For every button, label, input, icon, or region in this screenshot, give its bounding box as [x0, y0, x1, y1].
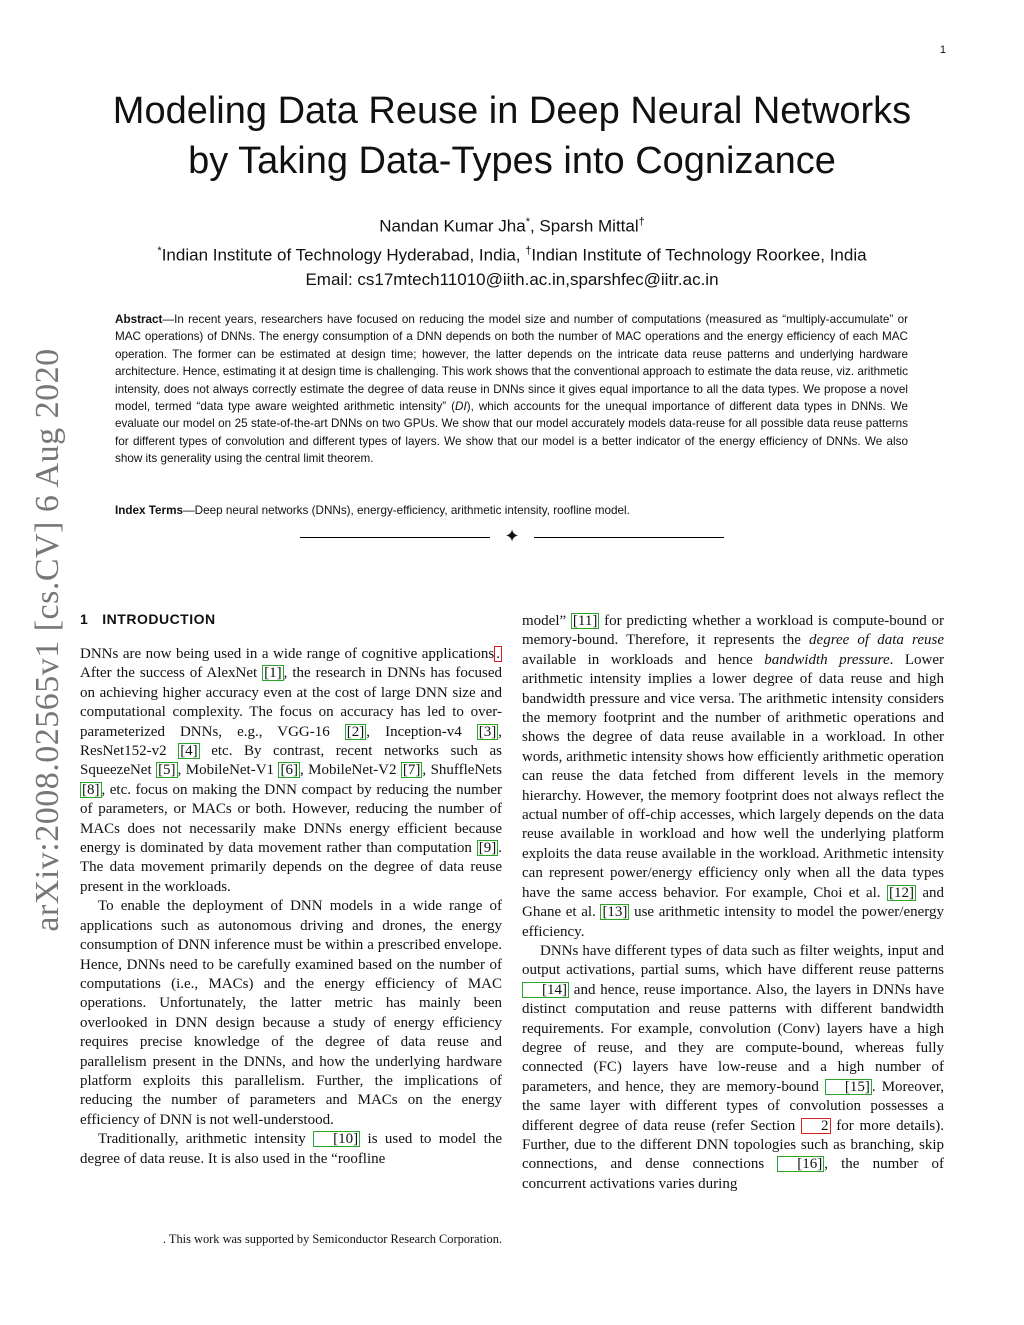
text: . The data movement primarily depends on the degree of data reuse present in the workloads. [80, 840, 502, 895]
text: model” [522, 613, 571, 629]
affiliation-1: Indian Institute of Technology Hyderabad, India, [161, 245, 526, 265]
text: , MobileNet-V2 [299, 762, 401, 779]
author-email: Email: cs17mtech11010@iith.ac.in,sparshfec@iitr.ac.in [305, 270, 719, 290]
citation-link-1[interactable]: [1] [264, 665, 282, 682]
citation-link-6[interactable]: [6] [280, 762, 298, 779]
citation-link-15[interactable]: [15] [825, 1079, 872, 1095]
intro-paragraph-5 [522, 942, 944, 1194]
intro-paragraph-4 [522, 612, 944, 942]
text: DNNs have different types of data such as filter weights, input and output activations, partial sums, which have different reuse patterns [522, 942, 944, 979]
section-number: 1 [80, 611, 89, 627]
text: DNNs are now being used in a wide range of cognitive applications [80, 646, 495, 662]
citation-link-red[interactable]: . [496, 646, 500, 662]
text: and Ghane et al. [522, 884, 944, 921]
author-1-mark: * [525, 216, 530, 228]
affiliation-1-mark: * [157, 244, 162, 257]
text: , ResNet152-v2 [80, 723, 503, 760]
text: , the research in DNNs has focused on achieving higher accuracy even at the cost of large DNN size and computational complexity. The focus on accuracy has led to over-parameterized DNNs, e.g., VGG-16 [80, 665, 502, 740]
abstract-label: Abstract [115, 313, 163, 326]
text: available in workloads and hence [522, 651, 765, 668]
citation-link-2[interactable]: [2] [346, 723, 365, 740]
right-column [522, 612, 944, 1194]
section-divider [300, 527, 724, 547]
text: , Inception-v4 [366, 723, 477, 740]
author-block [80, 210, 944, 292]
index-terms [115, 502, 908, 519]
author-2: , Sparsh Mittal [529, 216, 639, 236]
footnote: . This work was supported by Semiconductor Research Corporation. [162, 1232, 502, 1246]
citation-link-14[interactable]: [14] [522, 982, 569, 998]
author-names [80, 210, 944, 239]
text: After the success of AlexNet [80, 665, 263, 682]
intro-paragraph-3 [80, 1130, 502, 1169]
citation-link-7[interactable]: [7] [402, 762, 421, 779]
intro-paragraph-1 [80, 645, 502, 897]
citation-link-8[interactable]: [8] [82, 781, 100, 798]
text: , MobileNet-V1 [177, 762, 279, 779]
author-affiliations [80, 239, 944, 268]
author-1: Nandan Kumar Jha [379, 216, 526, 236]
text: . Moreover, the same layer with different types of convolution possesses a different degree of data reuse (refer Section [522, 1078, 945, 1134]
page-number: 1 [939, 44, 946, 56]
title-line-2: by Taking Data-Types into Cognizance [188, 140, 836, 182]
section-title: INTRODUCTION [102, 611, 216, 627]
citation-link-16[interactable]: [16] [777, 1156, 824, 1172]
text: Traditionally, arithmetic intensity [98, 1131, 314, 1148]
abstract-text-b: ), which accounts for the unequal importance of different data types in DNNs. We evaluate our model on 25 state-of-the-art DNNs on two GPUs. We show that our model accurately models data-reuse for all possible data reuse patterns for different types of convolution and different types of layers. We show that our model is a better indicator of the energy efficiency of DNNs. We also show its generality using the central limit theorem. [115, 400, 908, 466]
text: , the number of concurrent activations varies during [522, 1156, 944, 1192]
citation-link-12[interactable]: [12] [888, 884, 914, 901]
citation-link-9[interactable]: [9] [478, 840, 497, 857]
citation-link-10[interactable]: [10] [313, 1131, 360, 1147]
divider-line-left [300, 537, 490, 538]
section-ref-link[interactable]: 2 [801, 1118, 831, 1134]
emphasis: degree of data reuse [809, 632, 944, 649]
intro-paragraph-2: To enable the deployment of DNN models in a wide range of applications such as autonomous driving and drones, the energy consumption of DNN inference must be within a prescribed envelope. Hence, DNNs need to be carefully examined based on the number of computations (i.e., MACs) and the energy efficiency of MAC operations. Unfortunately, the latter metric has mainly been overlooked in DNN design because a study of energy efficiency requires precise knowledge of the degree of data reuse and parallelism present in the DNNs, and how the underlying hardware platform exploits this parallelism. Further, the implications of reducing the number of parameters and MACs on the energy efficiency of DNN is not well-understood. [80, 898, 502, 1128]
text: etc. By contrast, recent networks such as SqueezeNet [80, 743, 502, 779]
affiliation-2: Indian Institute of Technology Roorkee, India [531, 245, 867, 265]
abstract-text-a: —In recent years, researchers have focused on reducing the model size and number of computations (measured as “multiply-accumulate” or MAC operations) of DNNs. The energy consumption of a DNN depends on both the number of MAC operations and the energy efficiency of each MAC operation. The former can be estimated at design time; however, the latter depends on the intricate data reuse patterns and underlying hardware architecture. Hence, estimating it at design time is challenging. This work shows that the conventional approach to estimate the data reuse, viz. arithmetic intensity, does not always correctly estimate the degree of data reuse in DNNs since it gives equal importance to all the data types. We propose a novel model, termed “data type aware weighted arithmetic intensity” ( [115, 313, 908, 414]
section-heading [80, 611, 216, 627]
citation-link-11[interactable]: [11] [572, 613, 598, 629]
citation-link-13[interactable]: [13] [602, 904, 628, 921]
index-terms-text: —Deep neural networks (DNNs), energy-efficiency, arithmetic intensity, roofline model. [182, 504, 630, 517]
citation-link-3[interactable]: [3] [478, 723, 497, 740]
emphasis: bandwidth pressure [764, 651, 890, 668]
text: and hence, reuse importance. Also, the layers in DNNs have distinct computation and reuse patterns with different bandwidth requirements. For example, convolution (Conv) layers have a high degree of reuse, and they are compute-bound, whereas fully connected (FC) layers have low-reuse and a high number of parameters, and hence, they are memory-bound [522, 981, 944, 1095]
divider-line-right [534, 537, 724, 538]
citation-link-4[interactable]: [4] [180, 743, 198, 760]
arxiv-stamp: arXiv:2008.02565v1 [cs.CV] 6 Aug 2020 [29, 348, 66, 932]
abstract-di: DI [455, 400, 467, 414]
text: is used to model the degree of data reuse. It is also used in the “roofline [80, 1131, 502, 1167]
text: for predicting whether a workload is compute-bound or memory-bound. Therefore, it represents the [522, 613, 944, 649]
abstract [115, 311, 908, 468]
index-terms-label: Index Terms [115, 504, 183, 517]
text: , ShuffleNets [422, 762, 502, 779]
divider-star-icon: ✦ [504, 526, 520, 546]
affiliation-2-mark: † [525, 244, 532, 257]
text: , etc. focus on making the DNN compact by reducing the number of parameters, or MACs or both. However, reducing the number of MACs does not necessarily make DNNs energy efficient because energy is dominated by data movement rather than computation [80, 781, 502, 857]
paper-title [80, 86, 944, 186]
text: use arithmetic intensity to model the power/energy efficiency. [522, 904, 944, 940]
text: for more details). Further, due to the different DNN topologies such as branching, skip connections, and dense connections [522, 1117, 945, 1173]
title-line-1: Modeling Data Reuse in Deep Neural Networks [112, 90, 912, 132]
left-column [80, 645, 502, 1169]
text: . Lower arithmetic intensity implies a lower degree of data reuse and high bandwidth pressure and vice versa. The arithmetic intensity considers the memory footprint and the number of arithmetic operations and shows the degree of data reuse available in a workload. In other words, arithmetic intensity shows how efficiently arithmetic operation can reuse the data fetched from different levels in the memory hierarchy. However, the memory footprint does not always reflect the actual number of off-chip accesses, which largely depends on the data reuse available in workload and how well the underlying platform exploits the data reuse available in the workload. Arithmetic intensity can represent power/energy efficiency only when all the data types have the same access behavior. For example, Choi et al. [522, 651, 944, 901]
author-2-mark: † [638, 216, 645, 228]
citation-link-5[interactable]: [5] [158, 762, 176, 779]
